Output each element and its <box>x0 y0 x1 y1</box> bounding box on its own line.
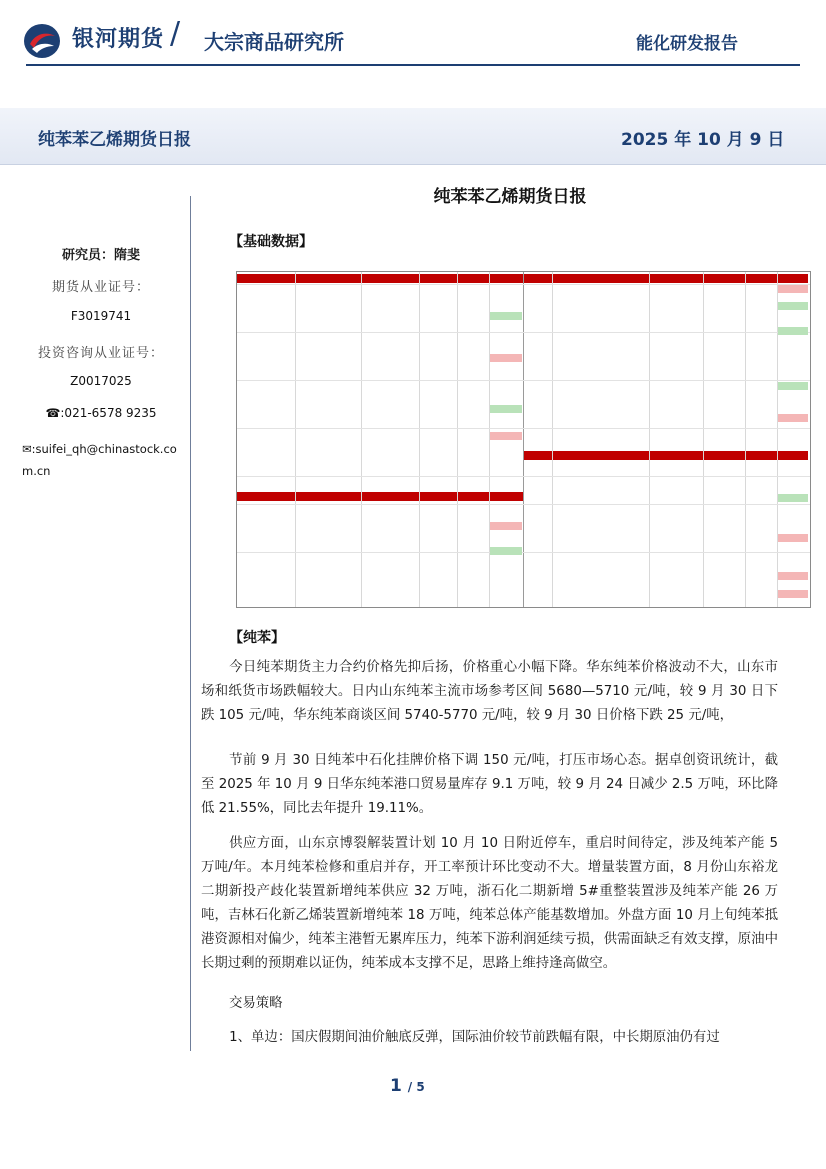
email-address: :suifei_qh@chinastock.com.cn <box>22 442 177 478</box>
main-title: 纯苯苯乙烯期货日报 <box>433 187 587 207</box>
table-cell-up <box>778 285 808 293</box>
table-row-line <box>237 476 810 477</box>
email-contact <box>22 438 182 482</box>
investment-license-number: Z0017025 <box>70 374 132 388</box>
report-date: 2025 年 10 月 9 日 <box>621 130 785 150</box>
table-row-line <box>237 380 810 381</box>
table-row-line <box>237 504 810 505</box>
table-col-line <box>649 272 650 607</box>
table-col-line <box>419 272 420 607</box>
brand-name: 银河期货 <box>72 27 165 52</box>
table-cell-up <box>778 414 808 422</box>
table-cell-up <box>490 354 522 362</box>
investment-license-label: 投资咨询从业证号： <box>37 346 164 361</box>
phone-contact <box>18 406 184 420</box>
basic-data-table <box>236 271 811 608</box>
header-divider <box>26 64 800 66</box>
strategy-item: 1、单边：国庆假期间油价触底反弹，国际油价较节前跌幅有限，中长期原油仍有过 <box>229 1030 720 1045</box>
table-cell-down <box>778 302 808 310</box>
table-cell-up <box>490 522 522 530</box>
phone-icon: ☎ <box>45 406 61 420</box>
table-row-line <box>237 332 810 333</box>
paragraph-inventory: 节前 9 月 30 日纯苯中石化挂牌价格下调 150 元/吨，打压市场心态。据卓创资讯统计，截至 2025 年 10 月 9 日华东纯苯港口贸易量库存 9.1 万吨，较 9 月 24 日减少 2.5 万吨，环比降低 21.55%，同比去年提升 19.11%。 <box>201 753 778 816</box>
table-cell-down <box>490 312 522 320</box>
table-cell-up <box>490 432 522 440</box>
futures-license-number: F3019741 <box>70 309 132 323</box>
futures-license-label: 期货从业证号： <box>51 280 150 295</box>
table-col-line <box>777 272 778 607</box>
table-cell-down <box>778 382 808 390</box>
mail-icon: ✉ <box>22 442 32 456</box>
brand-separator: / <box>170 16 181 51</box>
table-row-line <box>237 428 810 429</box>
report-title: 纯苯苯乙烯期货日报 <box>38 130 191 150</box>
table-cell-down <box>778 327 808 335</box>
table-cell-down <box>778 494 808 502</box>
table-cell-up <box>778 590 808 598</box>
table-col-line <box>552 272 553 607</box>
analyst-name: 研究员：隋斐 <box>61 248 140 263</box>
phone-number: :021-6578 9235 <box>60 406 157 420</box>
table-col-line <box>703 272 704 607</box>
table-header-left <box>237 274 523 283</box>
table-cell-up <box>778 572 808 580</box>
table-col-line <box>361 272 362 607</box>
table-col-line <box>523 272 524 607</box>
table-cell-up <box>778 534 808 542</box>
department-name: 大宗商品研究所 <box>204 30 344 54</box>
table-row-line <box>237 284 810 285</box>
basic-data-heading: 【基础数据】 <box>229 234 313 250</box>
table-col-line <box>295 272 296 607</box>
paragraph-supply: 供应方面，山东京博裂解装置计划 10 月 10 日附近停车，重启时间待定，涉及纯苯产能 5 万吨/年。本月纯苯检修和重启并存，开工率预计环比变动不大。增量装置方面，8 月份山东裕龙二期新投产歧化装置新增纯苯供应 32 万吨，浙石化二期新增 5#重整装置涉及纯苯产能 26 万吨，吉林石化新乙烯装置新增纯苯 18 万吨，纯苯总体产能基数增加。外盘方面 10 月上旬纯苯抵港资源相对偏少，纯苯主港暂无累库压力，纯苯下游利润延续亏损，供需面缺乏有效支撑，原油中长期过剩的预期难以证伪，纯苯成本支撑不足，思路上维持逢高做空。 <box>201 836 778 971</box>
table-col-line <box>457 272 458 607</box>
report-type: 能化研发报告 <box>636 34 738 54</box>
table-cell-down <box>490 547 522 555</box>
page-number <box>390 1076 425 1096</box>
table-cell-down <box>490 405 522 413</box>
table-header-right <box>524 274 808 283</box>
total-pages: / 5 <box>407 1080 425 1094</box>
sidebar-divider <box>190 196 191 1051</box>
table-row-line <box>237 552 810 553</box>
current-page: 1 <box>390 1076 402 1096</box>
benzene-heading: 【纯苯】 <box>229 630 285 646</box>
table-col-line <box>745 272 746 607</box>
galaxy-logo-icon <box>22 22 62 60</box>
table-subheader-left <box>237 492 523 501</box>
table-subheader-right <box>524 451 808 460</box>
paragraph-market: 今日纯苯期货主力合约价格先抑后扬，价格重心小幅下降。华东纯苯价格波动不大，山东市场和纸货市场跌幅较大。日内山东纯苯主流市场参考区间 5680—5710 元/吨，较 9 月 30 日下跌 105 元/吨，华东纯苯商谈区间 5740-5770 元/吨，较 9 月 30 日价格下跌 25 元/吨， <box>201 660 778 723</box>
strategy-heading: 交易策略 <box>229 996 283 1011</box>
